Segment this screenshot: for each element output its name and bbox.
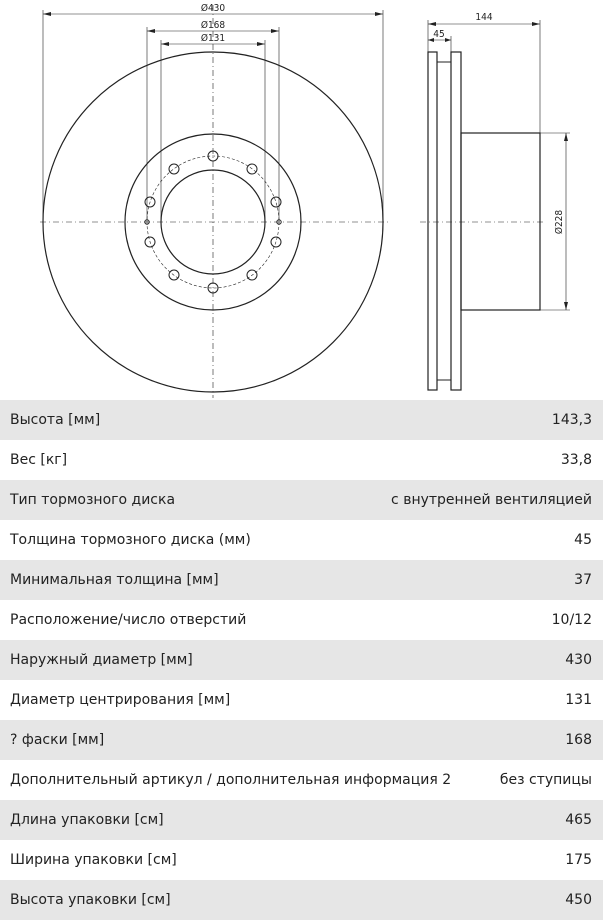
spec-value: без ступицы [499, 772, 592, 788]
spec-row-package-width [0, 840, 603, 880]
spec-value: 175 [565, 852, 592, 868]
spec-value: 45 [574, 532, 592, 548]
spec-row-weight [0, 440, 603, 480]
spec-label: Ширина упаковки [см] [10, 852, 177, 868]
spec-value: 37 [574, 572, 592, 588]
spec-value: 10/12 [551, 612, 592, 628]
dim-label-bolt: Ø168 [200, 20, 226, 31]
technical-drawing [0, 0, 603, 400]
spec-label: ? фаски [мм] [10, 732, 105, 748]
spec-value: 450 [565, 892, 592, 908]
bolt-hole [169, 164, 179, 174]
spec-label: Тип тормозного диска [10, 492, 176, 508]
side-arrows [428, 22, 568, 310]
spec-label: Высота [мм] [10, 412, 101, 428]
spec-row-centering-diameter [0, 680, 603, 720]
spec-value: 465 [565, 812, 592, 828]
dim-label-outer: Ø430 [200, 3, 226, 14]
spec-label: Дополнительный артикул / дополнительная информация 2 [10, 772, 452, 788]
spec-label: Расположение/число отверстий [10, 612, 247, 628]
spec-label: Диаметр центрирования [мм] [10, 692, 231, 708]
spec-row-chamfer [0, 720, 603, 760]
front-view [40, 5, 388, 398]
spec-value: с внутренней вентиляцией [391, 492, 592, 508]
spec-label: Длина упаковки [см] [10, 812, 164, 828]
spec-value: 131 [565, 692, 592, 708]
spec-label: Толщина тормозного диска (мм) [10, 532, 251, 548]
dim-label-center: Ø131 [200, 33, 226, 44]
spec-value: 143,3 [551, 412, 592, 428]
spec-row-height [0, 400, 603, 440]
dim-label-hat: Ø228 [554, 209, 565, 235]
spec-row-disc-thickness [0, 520, 603, 560]
spec-row-package-length [0, 800, 603, 840]
dim-label-thickness: 45 [433, 29, 445, 40]
disc-inner-plate [451, 52, 461, 390]
spec-row-min-thickness [0, 560, 603, 600]
spec-table [0, 400, 603, 920]
spec-label: Высота упаковки [см] [10, 892, 171, 908]
spec-value: 33,8 [560, 452, 592, 468]
dim-label-overall: 144 [475, 12, 493, 23]
spec-label: Минимальная толщина [мм] [10, 572, 219, 588]
spec-value: 430 [565, 652, 592, 668]
spec-row-package-height [0, 880, 603, 920]
spec-label: Вес [кг] [10, 452, 68, 468]
spec-row-additional-info [0, 760, 603, 800]
hub-hat [461, 133, 540, 310]
spec-value: 168 [565, 732, 592, 748]
spec-label: Наружный диаметр [мм] [10, 652, 193, 668]
spec-row-hole-pattern [0, 600, 603, 640]
brake-disc-drawing [0, 0, 603, 400]
spec-row-outer-diameter [0, 640, 603, 680]
side-view [420, 20, 570, 390]
disc-outer-plate [428, 52, 437, 390]
spec-row-disc-type [0, 480, 603, 520]
bolt-hole [271, 197, 281, 207]
